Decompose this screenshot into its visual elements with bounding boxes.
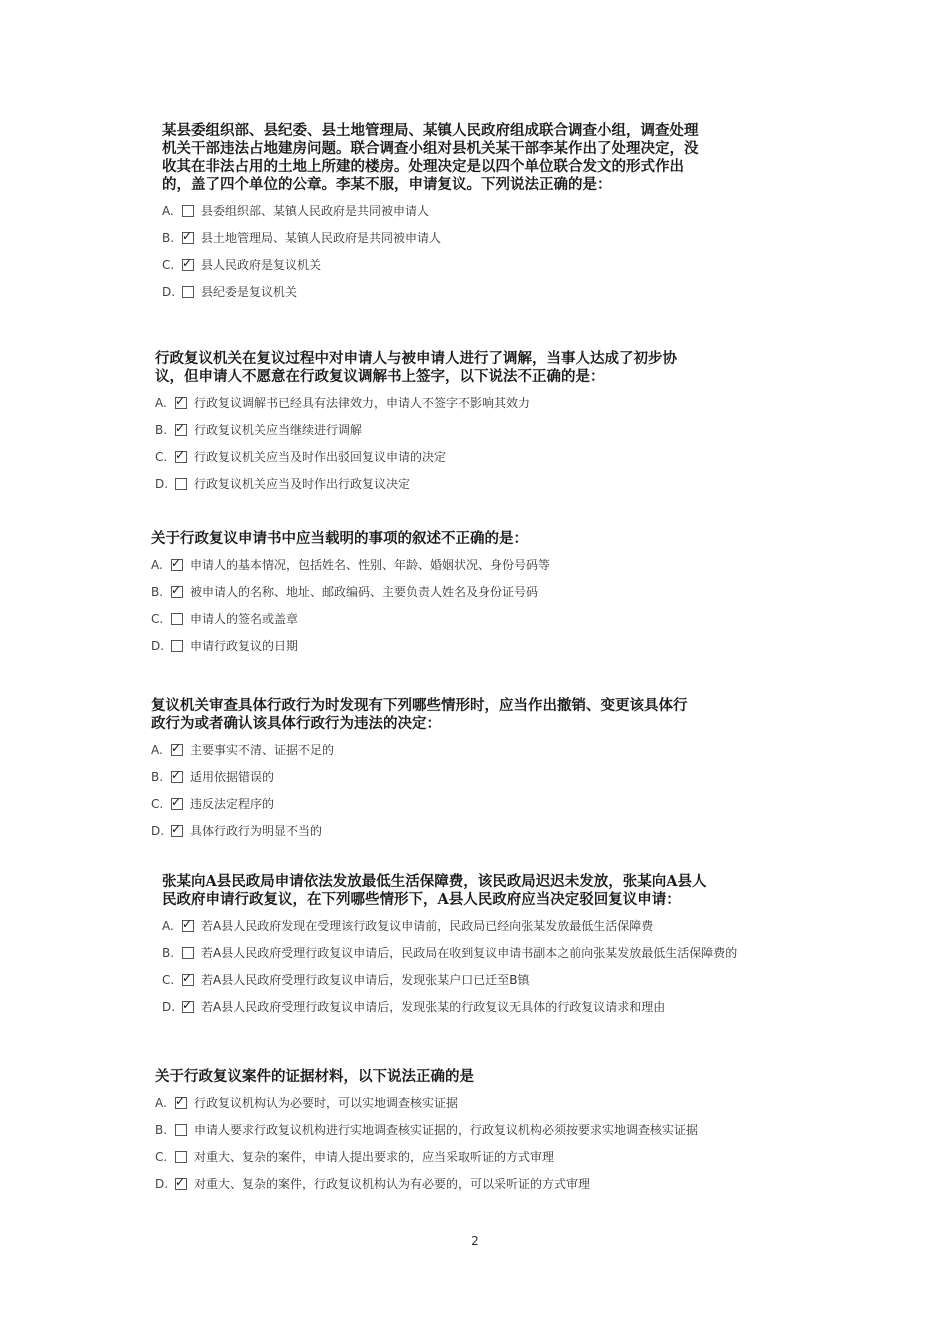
option-a[interactable] [162, 204, 722, 218]
option-letter: D. [162, 1000, 176, 1014]
option-b[interactable] [162, 946, 762, 960]
checkbox-checked-icon[interactable] [182, 259, 194, 271]
option-text: 行政复议机关应当继续进行调解 [194, 423, 363, 437]
question-4 [151, 697, 711, 838]
option-letter: D. [155, 1177, 169, 1191]
option-letter: B. [155, 423, 168, 437]
question-2 [155, 350, 715, 491]
option-text: 申请人的签名或盖章 [190, 612, 299, 626]
checkbox-checked-icon[interactable] [175, 1097, 187, 1109]
option-a[interactable] [155, 396, 715, 410]
checkbox-checked-icon[interactable] [171, 586, 183, 598]
question-stem: 某县委组织部、县纪委、县土地管理局、某镇人民政府组成联合调查小组，调查处理机关干部违法占地建房问题。联合调查小组对县机关某干部李某作出了处理决定，没收其在非法占用的土地上所建的楼房。处理决定是以四个单位联合发文的形式作出的，盖了四个单位的公章。李某不服，申请复议。下列说法正确的是： [162, 122, 699, 193]
option-letter: D. [151, 639, 165, 653]
checkbox-checked-icon[interactable] [182, 974, 194, 986]
question-stem: 关于行政复议申请书中应当载明的事项的叙述不正确的是： [151, 530, 528, 547]
checkbox-unchecked-icon[interactable] [171, 613, 183, 625]
option-text: 行政复议机关应当及时作出行政复议决定 [194, 477, 411, 491]
option-text: 申请人要求行政复议机构进行实地调查核实证据的，行政复议机构必须按要求实地调查核实证据 [194, 1123, 699, 1137]
option-letter: A. [162, 919, 174, 933]
option-text: 行政复议机构认为必要时，可以实地调查核实证据 [194, 1096, 459, 1110]
option-text: 县土地管理局、某镇人民政府是共同被申请人 [201, 231, 442, 245]
option-text: 申请人的基本情况，包括姓名、性别、年龄、婚姻状况、身份号码等 [190, 558, 551, 572]
option-text: 违反法定程序的 [190, 797, 275, 811]
option-text: 县人民政府是复议机关 [201, 258, 322, 272]
checkbox-checked-icon[interactable] [171, 771, 183, 783]
option-text: 若A县人民政府发现在受理该行政复议申请前，民政局已经向张某发放最低生活保障费 [201, 919, 654, 933]
option-text: 若A县人民政府受理行政复议申请后，发现张某户口已迁至B镇 [201, 973, 530, 987]
option-letter: A. [151, 743, 163, 757]
question-stem: 复议机关审查具体行政行为时发现有下列哪些情形时，应当作出撤销、变更该具体行政行为或者确认该具体行政行为违法的决定： [151, 697, 688, 732]
option-letter: D. [151, 824, 165, 838]
option-text: 若A县人民政府受理行政复议申请后，民政局在收到复议申请书副本之前向张某发放最低生活保障费的 [201, 946, 738, 960]
checkbox-checked-icon[interactable] [175, 424, 187, 436]
question-stem: 关于行政复议案件的证据材料，以下说法正确的是 [155, 1068, 474, 1085]
option-letter: B. [155, 1123, 168, 1137]
option-d[interactable] [151, 824, 711, 838]
checkbox-checked-icon[interactable] [175, 1178, 187, 1190]
option-b[interactable] [151, 585, 711, 599]
checkbox-unchecked-icon[interactable] [175, 1151, 187, 1163]
option-letter: A. [151, 558, 163, 572]
option-text: 行政复议调解书已经具有法律效力，申请人不签字不影响其效力 [194, 396, 531, 410]
option-text: 县纪委是复议机关 [201, 285, 298, 299]
option-letter: C. [162, 258, 175, 272]
checkbox-checked-icon[interactable] [182, 1001, 194, 1013]
option-c[interactable] [162, 973, 762, 987]
checkbox-checked-icon[interactable] [182, 920, 194, 932]
option-letter: B. [162, 231, 175, 245]
checkbox-unchecked-icon[interactable] [182, 205, 194, 217]
option-letter: B. [162, 946, 175, 960]
checkbox-checked-icon[interactable] [175, 397, 187, 409]
option-a[interactable] [151, 558, 711, 572]
option-letter: D. [155, 477, 169, 491]
option-d[interactable] [162, 1000, 762, 1014]
option-letter: C. [155, 450, 168, 464]
question-stem: 张某向A县民政局申请依法发放最低生活保障费，该民政局迟迟未发放，张某向A县人民政府申请行政复议，在下列哪些情形下，A县人民政府应当决定驳回复议申请： [162, 873, 707, 908]
checkbox-checked-icon[interactable] [171, 798, 183, 810]
checkbox-checked-icon[interactable] [171, 744, 183, 756]
option-letter: A. [162, 204, 174, 218]
option-text: 县委组织部、某镇人民政府是共同被申请人 [201, 204, 430, 218]
option-d[interactable] [155, 477, 715, 491]
option-text: 对重大、复杂的案件，行政复议机构认为有必要的，可以采听证的方式审理 [194, 1177, 591, 1191]
option-a[interactable] [155, 1096, 775, 1110]
checkbox-checked-icon[interactable] [171, 559, 183, 571]
option-c[interactable] [155, 1150, 775, 1164]
option-letter: A. [155, 1096, 167, 1110]
question-5 [162, 873, 762, 1014]
option-a[interactable] [151, 743, 711, 757]
option-letter: D. [162, 285, 176, 299]
option-c[interactable] [162, 258, 722, 272]
option-letter: C. [151, 797, 164, 811]
option-text: 具体行政行为明显不当的 [190, 824, 323, 838]
option-letter: B. [151, 770, 164, 784]
checkbox-unchecked-icon[interactable] [171, 640, 183, 652]
option-text: 行政复议机关应当及时作出驳回复议申请的决定 [194, 450, 447, 464]
option-letter: C. [155, 1150, 168, 1164]
checkbox-checked-icon[interactable] [175, 451, 187, 463]
option-letter: A. [155, 396, 167, 410]
option-c[interactable] [151, 797, 711, 811]
checkbox-unchecked-icon[interactable] [175, 478, 187, 490]
option-text: 申请行政复议的日期 [190, 639, 299, 653]
option-c[interactable] [151, 612, 711, 626]
option-letter: B. [151, 585, 164, 599]
checkbox-unchecked-icon[interactable] [182, 286, 194, 298]
question-3 [151, 530, 711, 653]
checkbox-checked-icon[interactable] [171, 825, 183, 837]
option-text: 对重大、复杂的案件，申请人提出要求的，应当采取听证的方式审理 [194, 1150, 555, 1164]
option-d[interactable] [155, 1177, 775, 1191]
option-text: 适用依据错误的 [190, 770, 275, 784]
option-c[interactable] [155, 450, 715, 464]
option-text: 主要事实不清、证据不足的 [190, 743, 335, 757]
option-letter: C. [151, 612, 164, 626]
option-b[interactable] [151, 770, 711, 784]
checkbox-unchecked-icon[interactable] [175, 1124, 187, 1136]
option-d[interactable] [162, 285, 722, 299]
checkbox-unchecked-icon[interactable] [182, 947, 194, 959]
option-d[interactable] [151, 639, 711, 653]
option-letter: C. [162, 973, 175, 987]
question-1 [162, 122, 722, 299]
page-number: 2 [471, 1234, 479, 1248]
question-6 [155, 1068, 775, 1191]
option-b[interactable] [162, 231, 722, 245]
checkbox-checked-icon[interactable] [182, 232, 194, 244]
option-b[interactable] [155, 1123, 775, 1137]
option-b[interactable] [155, 423, 715, 437]
question-stem: 行政复议机关在复议过程中对申请人与被申请人进行了调解，当事人达成了初步协议，但申请人不愿意在行政复议调解书上签字，以下说法不正确的是： [155, 350, 677, 385]
option-text: 被申请人的名称、地址、邮政编码、主要负责人姓名及身份证号码 [190, 585, 539, 599]
option-a[interactable] [162, 919, 762, 933]
option-text: 若A县人民政府受理行政复议申请后，发现张某的行政复议无具体的行政复议请求和理由 [201, 1000, 666, 1014]
